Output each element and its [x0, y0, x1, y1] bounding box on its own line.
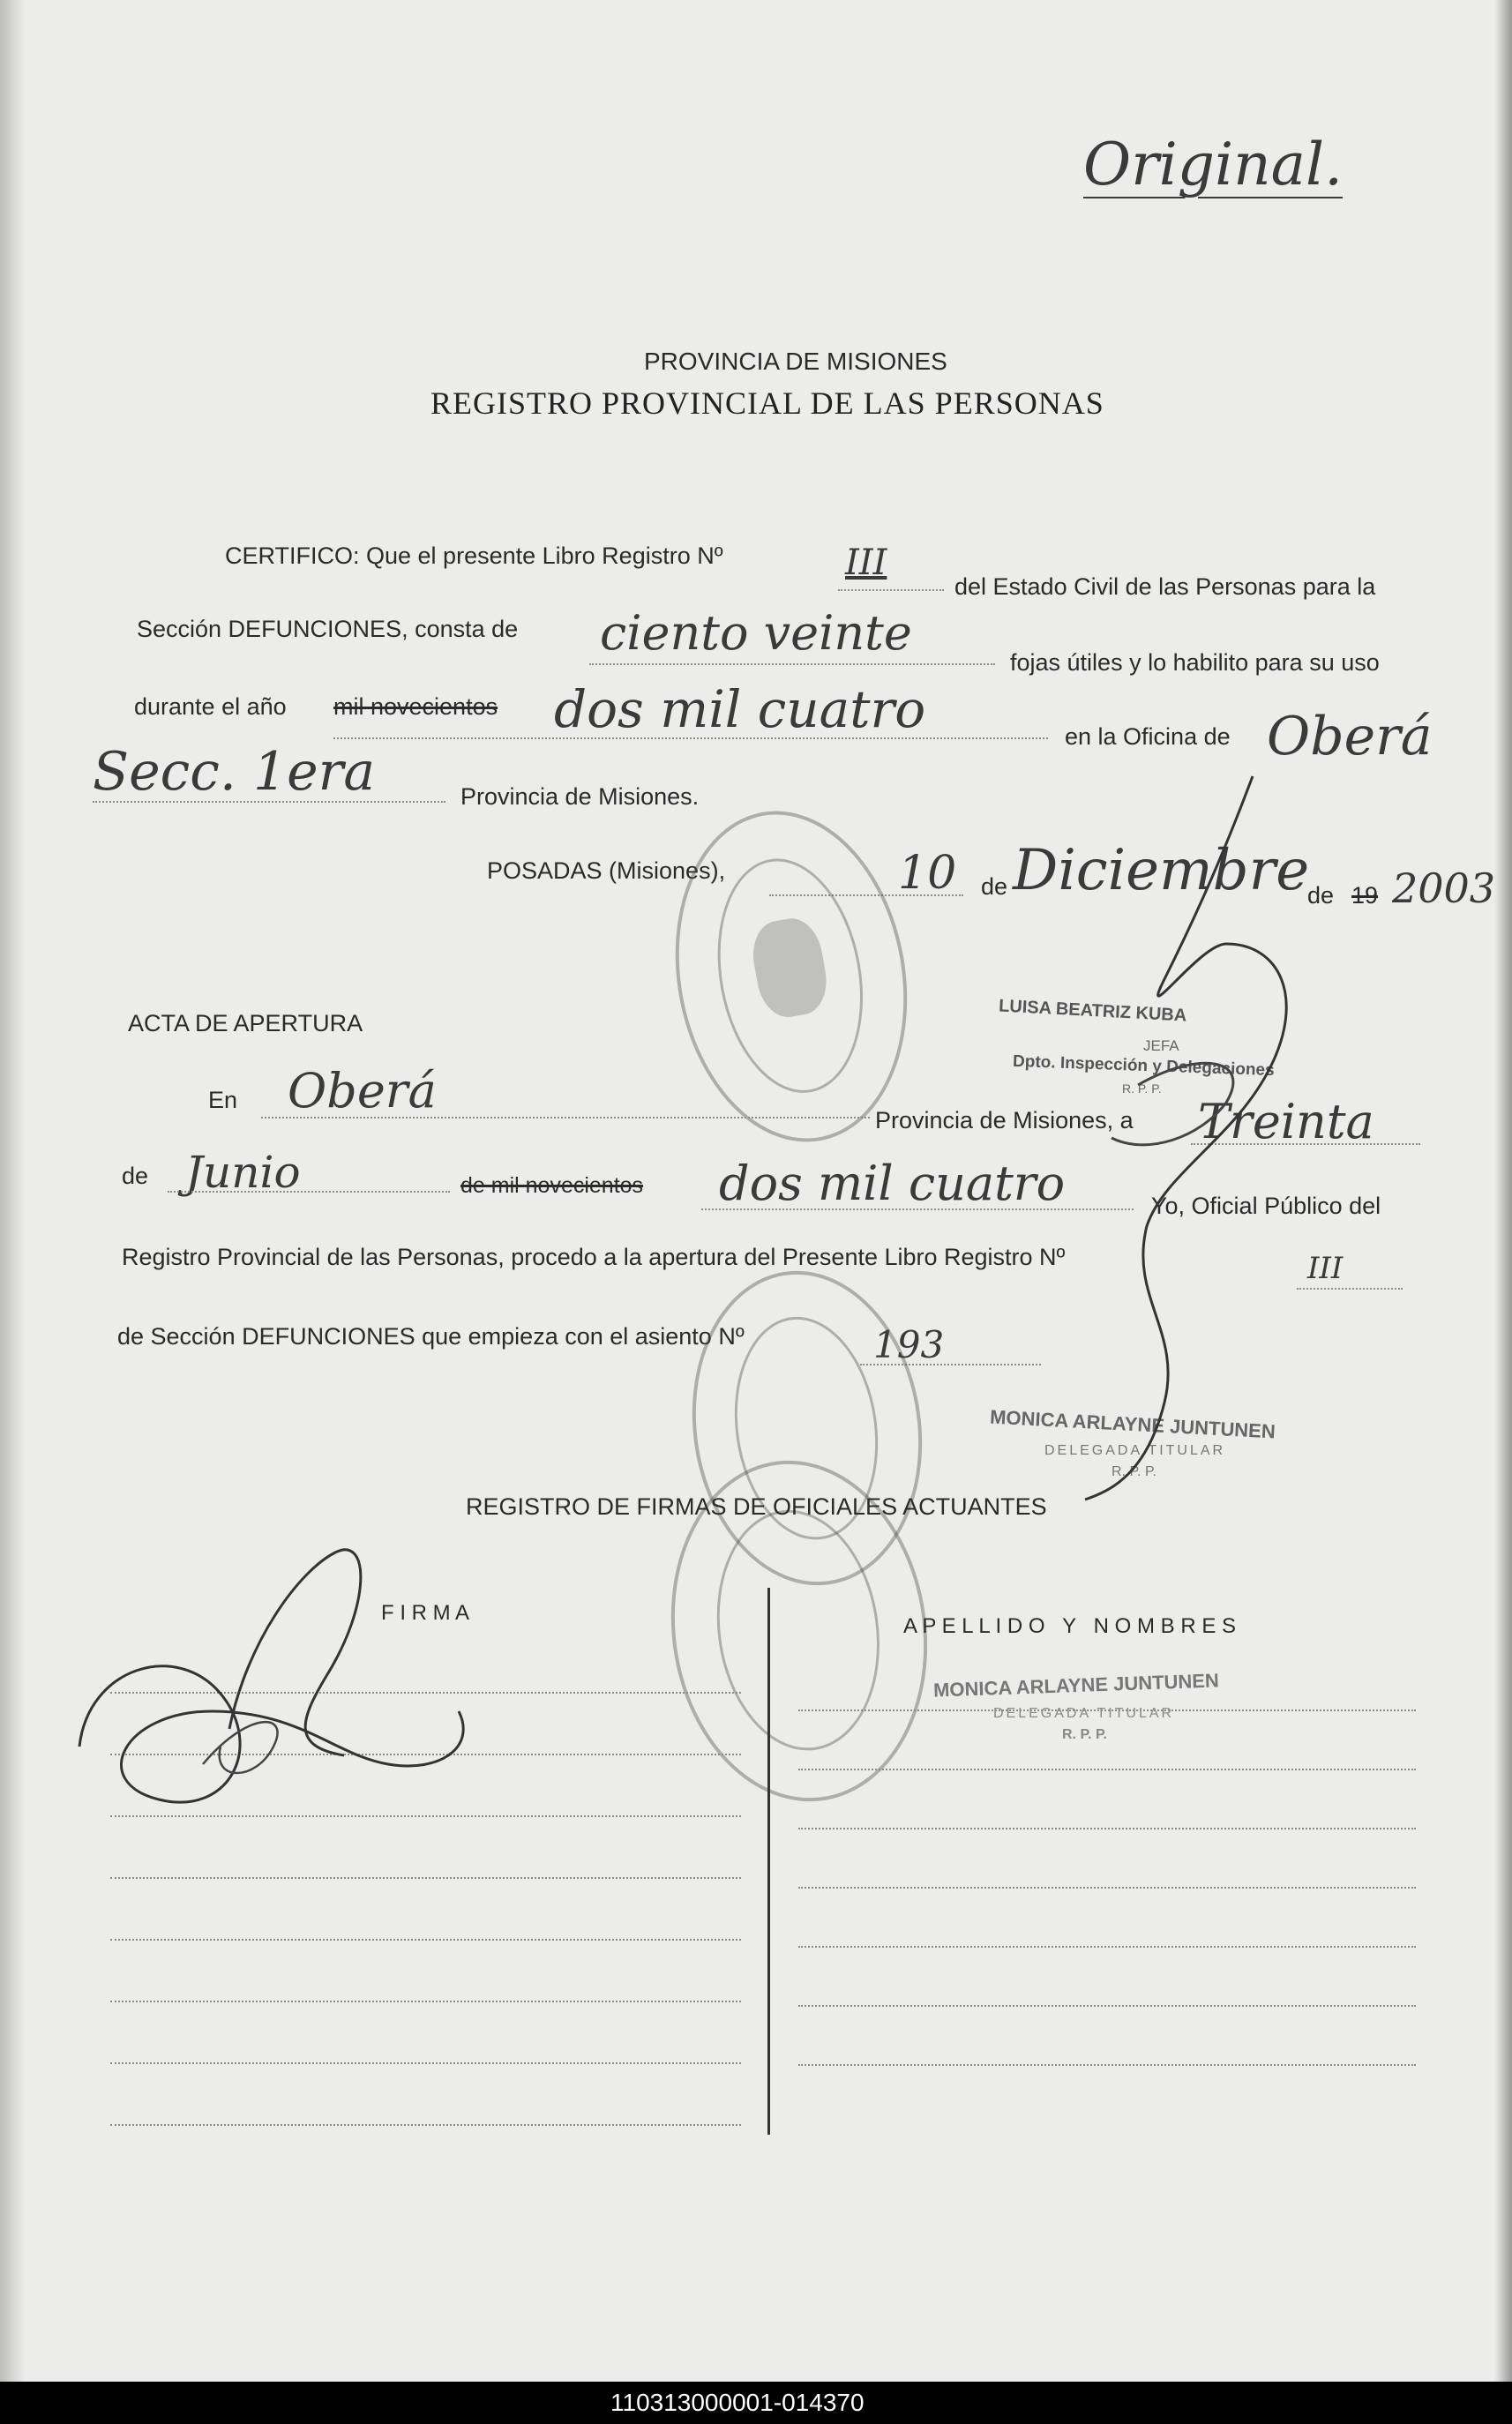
acta-line4: de Sección DEFUNCIONES que empieza con el asiento Nº: [117, 1323, 745, 1350]
acta-oficial: Yo, Oficial Público del: [1151, 1193, 1381, 1219]
acta-month: Junio: [185, 1147, 301, 1198]
dotted-line: [93, 801, 445, 803]
signatures-heading: REGISTRO DE FIRMAS DE OFICIALES ACTUANTES: [466, 1493, 1047, 1520]
footer-bar: [0, 2382, 1512, 2424]
office-name: Oberá: [1267, 706, 1433, 767]
names-line: [798, 1946, 1416, 1948]
signer-stamp-title: JEFA: [1143, 1037, 1179, 1054]
book-number: III: [845, 542, 887, 583]
delegate-stamp-rpp: R. P. P.: [1112, 1464, 1156, 1479]
firma-line: [110, 1939, 741, 1941]
posadas-text: POSADAS (Misiones),: [487, 857, 726, 884]
firma-line: [110, 1877, 741, 1879]
year-prefix: durante el año: [134, 693, 287, 720]
cert-month: Diciembre: [1013, 838, 1310, 903]
delegate-stamp-name: MONICA ARLAYNE JUNTUNEN: [989, 1405, 1276, 1443]
acta-year-written: dos mil cuatro: [719, 1156, 1066, 1211]
firma-line: [110, 2001, 741, 2002]
firma-line: [110, 2062, 741, 2064]
names-line: [798, 1887, 1416, 1889]
pages-suffix: fojas útiles y lo habilito para su uso: [1010, 649, 1380, 676]
acta-en: En: [208, 1087, 238, 1113]
acta-place: Oberá: [288, 1063, 437, 1118]
office-prefix: en la Oficina de: [1065, 723, 1231, 750]
names-line: [798, 2064, 1416, 2066]
signer-stamp-name: LUISA BEATRIZ KUBA: [998, 996, 1187, 1026]
delegate-stamp-title: DELEGADA TITULAR: [1044, 1443, 1226, 1458]
cert-year: 2003: [1392, 864, 1496, 912]
row-stamp-name: MONICA ARLAYNE JUNTUNEN: [932, 1669, 1220, 1702]
year-written: dos mil cuatro: [554, 679, 926, 739]
col-names-label: A P E L L I D O Y N O M B R E S: [903, 1614, 1237, 1638]
stamp-inner-ring: [702, 1500, 894, 1762]
acta-day-written: Treinta: [1198, 1094, 1374, 1149]
names-line: [798, 1828, 1416, 1829]
cert-day: 10: [898, 847, 957, 900]
firma-line: [110, 2124, 741, 2126]
acta-province-prefix: Provincia de Misiones, a: [875, 1107, 1134, 1133]
dotted-line: [168, 1191, 450, 1193]
names-line: [798, 2005, 1416, 2007]
original-mark: Original.: [1083, 131, 1344, 198]
row-stamp-title: DELEGADA TITULAR: [993, 1706, 1175, 1721]
dotted-line: [838, 589, 944, 591]
dotted-line: [261, 1117, 870, 1118]
pages-count: ciento veinte: [600, 605, 912, 661]
cert-de2: de: [1307, 882, 1335, 909]
page-edge: [1494, 0, 1512, 2382]
page-shadow: [0, 0, 25, 2382]
office-section: Secc. 1era: [93, 741, 376, 803]
acta-line3: Registro Provincial de las Personas, procedo a la apertura del Presente Libro Registro Nº: [122, 1244, 1066, 1270]
row-stamp-rpp: R. P. P.: [1062, 1727, 1107, 1742]
acta-heading: ACTA DE APERTURA: [128, 1010, 363, 1036]
acta-year-struck: de mil novecientos: [460, 1173, 644, 1198]
dotted-line: [589, 663, 995, 665]
header-registry: REGISTRO PROVINCIAL DE LAS PERSONAS: [430, 385, 1104, 421]
acta-book-number: III: [1307, 1251, 1344, 1286]
civil-state-text: del Estado Civil de las Personas para la: [954, 573, 1376, 600]
dotted-line: [333, 737, 1048, 739]
signer-stamp-rpp: R. P. P.: [1122, 1081, 1162, 1096]
cert-de1: de: [981, 873, 1008, 900]
certifico-text: CERTIFICO: Que el presente Libro Registro Nº: [225, 542, 723, 569]
col-firma-label: F I R M A: [381, 1601, 470, 1625]
year-struck: mil novecientos: [333, 693, 498, 720]
signature-kuba: [935, 767, 1344, 1508]
names-line: [798, 1769, 1416, 1770]
acta-de-prefix: de: [122, 1163, 149, 1189]
header-province: PROVINCIA DE MISIONES: [644, 348, 947, 375]
province-suffix: Provincia de Misiones.: [460, 783, 700, 810]
signature-firma: [71, 1535, 512, 1826]
footer-id: 110313000001-014370: [610, 2389, 865, 2416]
signer-stamp-dept: Dpto. Inspección y Delegaciones: [1012, 1051, 1275, 1081]
acta-entry-number: 193: [873, 1323, 945, 1366]
round-stamp: [650, 792, 932, 1160]
cert-year-struck: 19: [1351, 882, 1379, 909]
section-text: Sección DEFUNCIONES, consta de: [137, 616, 519, 642]
column-divider: [767, 1588, 770, 2135]
